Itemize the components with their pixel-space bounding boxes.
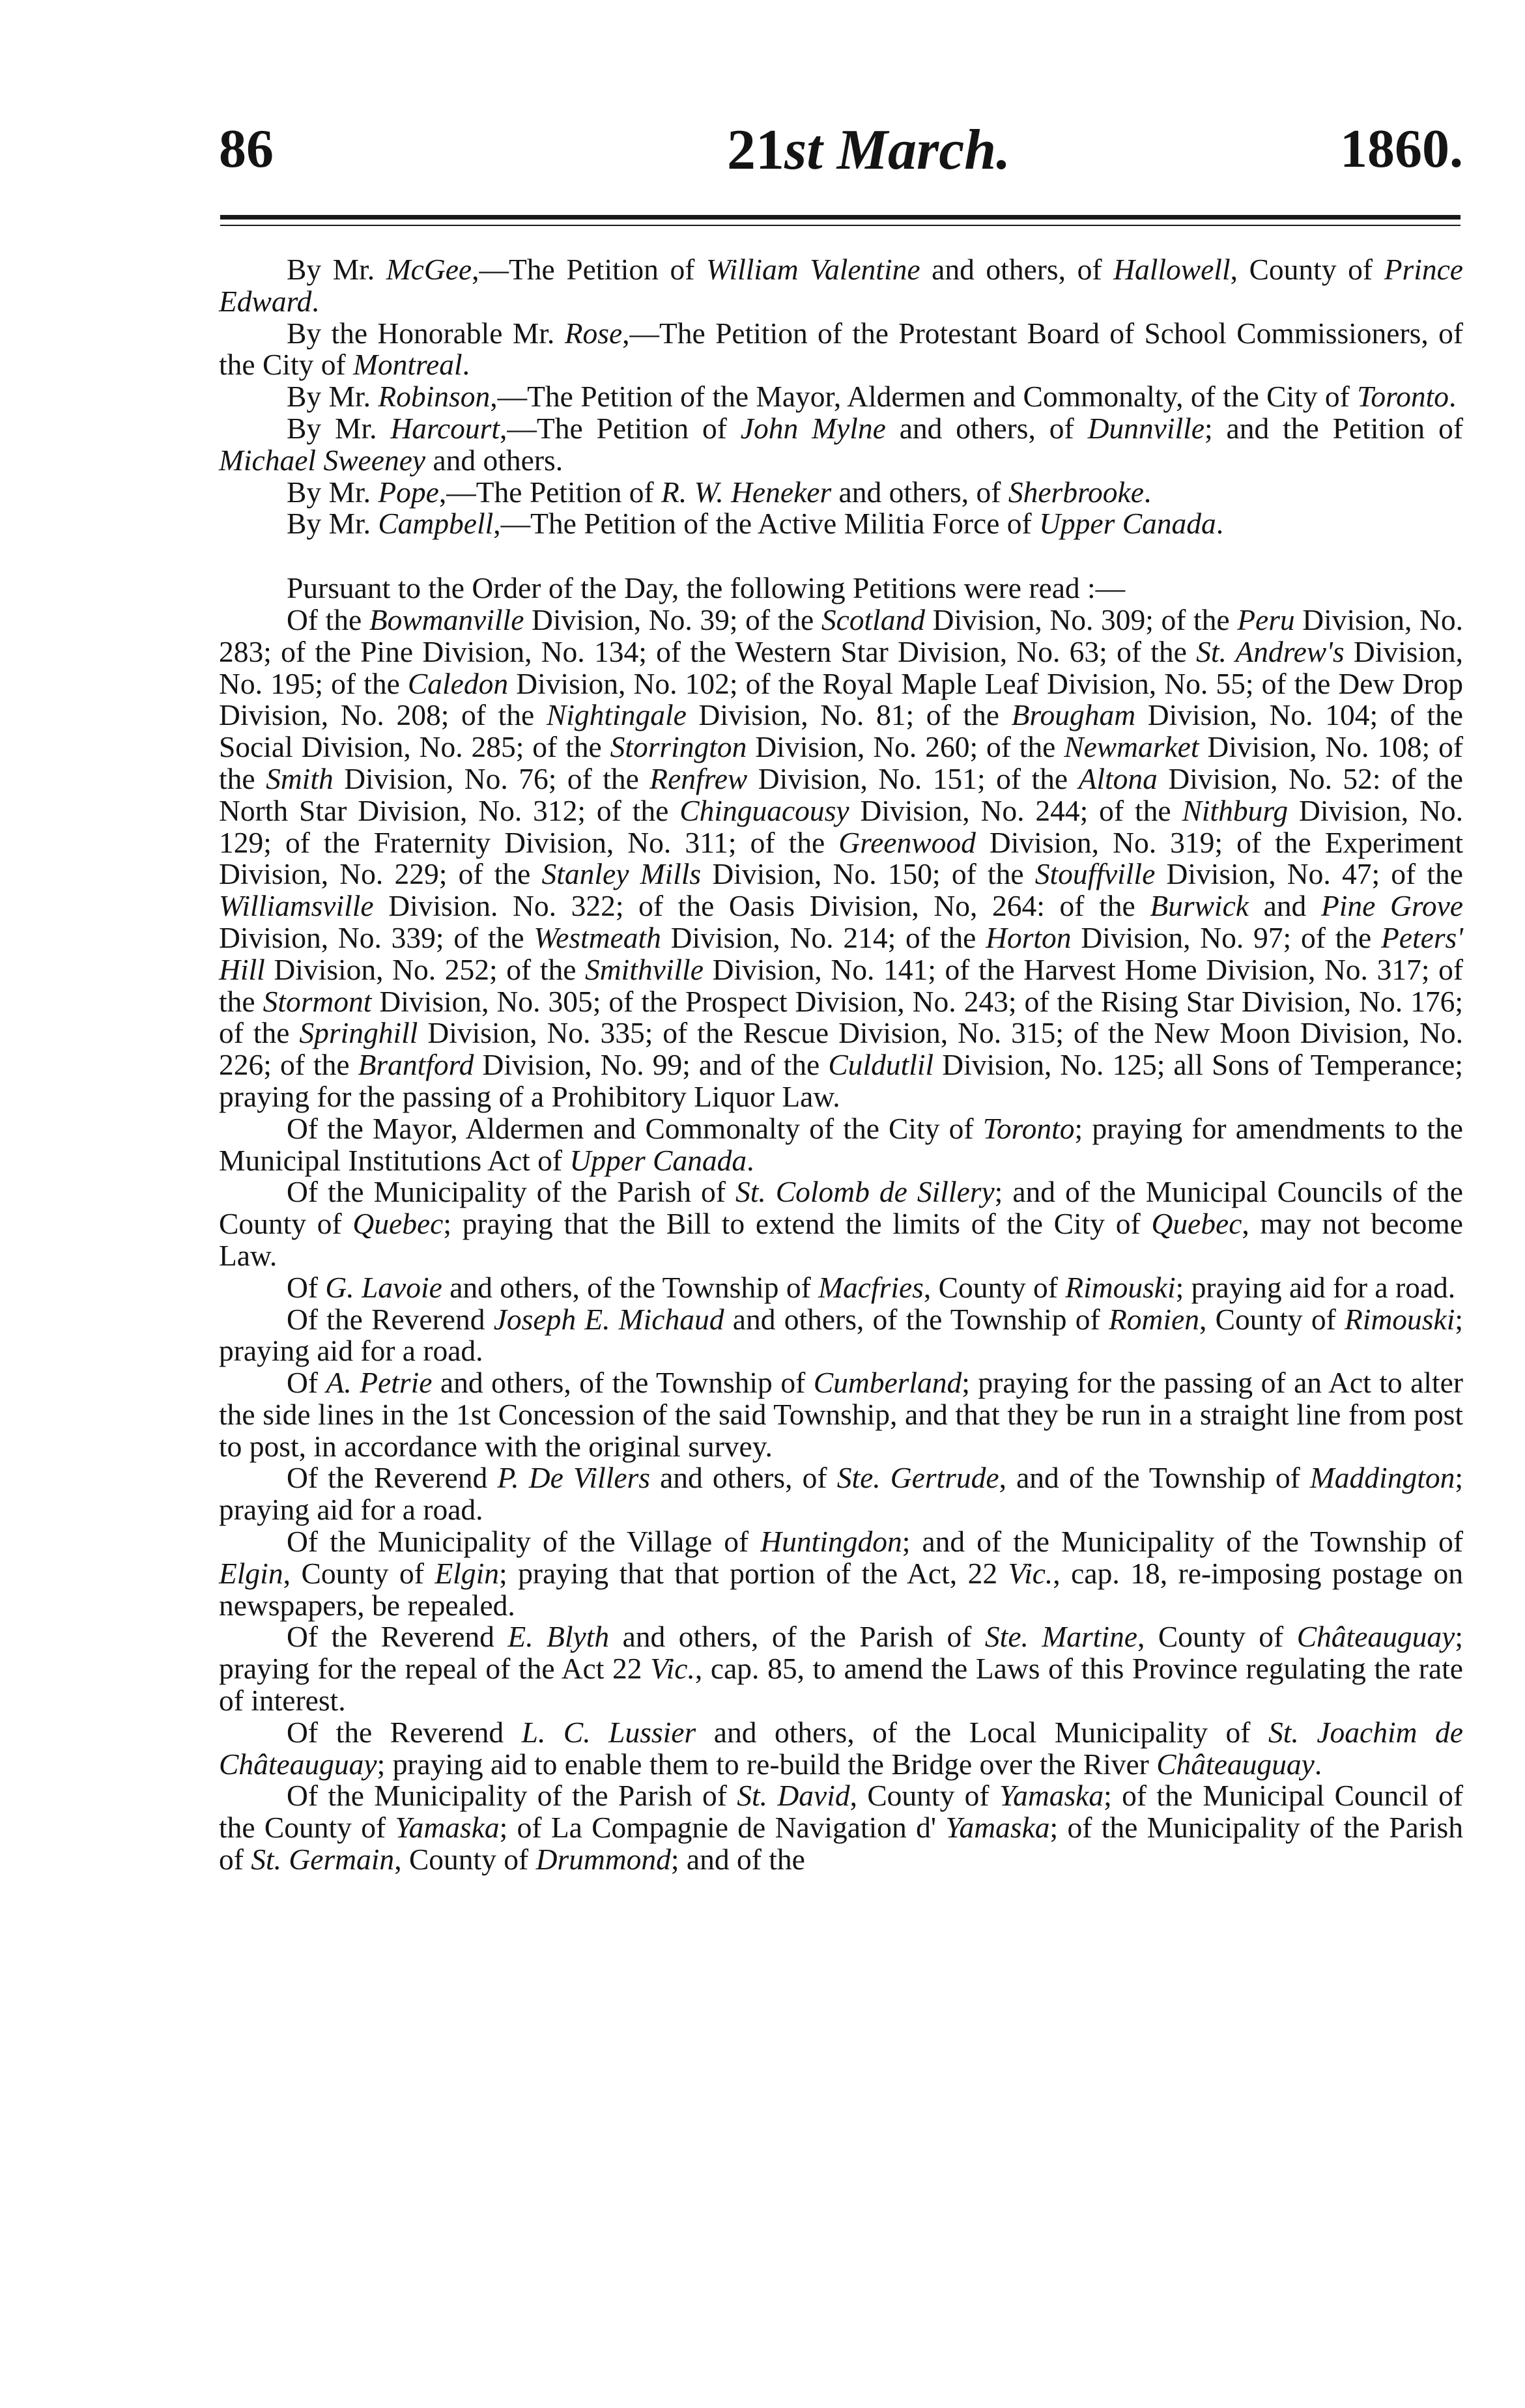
paragraph bbox=[219, 477, 1463, 509]
italic-run: John Mylne bbox=[740, 411, 886, 445]
text-run: ; praying aid for a road. bbox=[1175, 1270, 1456, 1304]
text-run: Of bbox=[287, 1366, 326, 1400]
text-run: Division, No. 335; of the Rescue Division, No. 315; of the New Moon Division, No. 226; of the bbox=[219, 1016, 1463, 1082]
italic-run: R. W. Heneker bbox=[661, 475, 832, 509]
text-run: ; of the Municipality of the Parish of bbox=[219, 1811, 1463, 1877]
text-run: ; and of the Municipality of the Township of bbox=[902, 1525, 1463, 1559]
header-rule-thin bbox=[220, 225, 1461, 226]
text-run: and others, of the Township of bbox=[442, 1270, 819, 1304]
text-run: ; praying that that portion of the Act, 22 bbox=[498, 1556, 1008, 1590]
text-run: Division, No. 150; of the bbox=[701, 857, 1035, 891]
italic-run: Ste. Martine bbox=[984, 1620, 1137, 1654]
italic-run: Springhill bbox=[299, 1016, 418, 1050]
italic-run: Renfrew bbox=[649, 761, 748, 795]
text-run: Of the Reverend bbox=[287, 1715, 522, 1749]
italic-run: Drummond bbox=[535, 1843, 671, 1877]
italic-run: Huntingdon bbox=[760, 1525, 902, 1559]
paragraph bbox=[219, 1113, 1463, 1177]
italic-run: Vic. bbox=[650, 1652, 695, 1686]
text-run: Of the Reverend bbox=[287, 1302, 494, 1336]
italic-run: A. Petrie bbox=[326, 1366, 433, 1400]
text-run: . bbox=[1143, 475, 1152, 509]
italic-run: William Valentine bbox=[706, 253, 920, 286]
text-run: Division, No. 214; of the bbox=[661, 920, 986, 954]
italic-run: Dunnville bbox=[1087, 411, 1205, 445]
text-run: , County of bbox=[849, 1779, 999, 1813]
text-run: Of the Municipality of the Parish of bbox=[287, 1175, 735, 1209]
italic-run: McGee bbox=[386, 253, 472, 286]
text-run: , County of bbox=[1137, 1620, 1297, 1654]
paragraph bbox=[219, 1526, 1463, 1621]
text-run: Division, No. 244; of the bbox=[849, 793, 1182, 827]
italic-run: Châteauguay bbox=[1296, 1620, 1455, 1654]
italic-run: Maddington bbox=[1309, 1461, 1455, 1495]
italic-run: Elgin bbox=[435, 1556, 499, 1590]
italic-run: St. Germain bbox=[251, 1843, 395, 1877]
italic-run: Smithville bbox=[585, 952, 704, 986]
text-run: Division, No. 108; of the bbox=[219, 730, 1463, 795]
text-run: ,—The Petition of the Mayor, Aldermen and Commonalty, of the City of bbox=[490, 380, 1358, 414]
italic-run: P. De Villers bbox=[497, 1461, 650, 1495]
text-run: . bbox=[1314, 1747, 1322, 1781]
italic-run: Upper Canada bbox=[1039, 507, 1216, 541]
italic-run: Campbell bbox=[378, 507, 494, 541]
italic-run: Peters' Hill bbox=[219, 920, 1463, 986]
text-run: , County of bbox=[283, 1556, 435, 1590]
text-run: Division, No. 283; of the Pine Division, No. 134; of the Western Star Division, No. 63; of the bbox=[219, 602, 1463, 668]
text-run: Division, No. 339; of the bbox=[219, 920, 534, 954]
header-rule-thick bbox=[220, 215, 1461, 220]
italic-run: Cumberland bbox=[813, 1366, 962, 1400]
paragraph bbox=[219, 413, 1463, 477]
text-run: Division, No. 76; of the bbox=[333, 761, 650, 795]
text-run: ,—The Petition of bbox=[438, 475, 662, 509]
text-run: Pursuant to the Order of the Day, the following Petitions were read :— bbox=[287, 571, 1126, 605]
italic-run: Culdutlil bbox=[828, 1048, 934, 1082]
text-run: , may not become Law. bbox=[219, 1207, 1463, 1272]
text-run: . bbox=[462, 348, 470, 382]
italic-run: Yamaska bbox=[999, 1779, 1104, 1813]
italic-run: Nightingale bbox=[546, 698, 687, 732]
italic-run: Chinguacousy bbox=[679, 793, 849, 827]
italic-run: Rimouski bbox=[1345, 1302, 1455, 1336]
text-run: , cap. 18, re-imposing postage on newspapers, be repealed. bbox=[219, 1556, 1463, 1622]
text-run: Division, No. 195; of the bbox=[219, 634, 1463, 700]
text-run: Of the Reverend bbox=[287, 1620, 508, 1654]
text-run: ; and the Petition of bbox=[1204, 411, 1463, 445]
date-ordinal: st bbox=[784, 119, 823, 182]
text-run: ,—The Petition of bbox=[472, 253, 707, 286]
italic-run: Rimouski bbox=[1065, 1270, 1176, 1304]
italic-run: E. Blyth bbox=[507, 1620, 610, 1654]
text-run: Division, No. 151; of the bbox=[747, 761, 1079, 795]
text-run: Division, No. 141; of the Harvest Home Division, No. 317; of the bbox=[219, 952, 1463, 1018]
italic-run: Robinson bbox=[378, 380, 491, 414]
text-run: ; and of the Municipal Councils of the County of bbox=[219, 1175, 1463, 1241]
italic-run: Michael Sweeney bbox=[219, 443, 426, 477]
text-run: and others, of the Township of bbox=[432, 1366, 814, 1400]
document-body bbox=[219, 254, 1463, 1876]
italic-run: Yamaska bbox=[395, 1811, 500, 1845]
text-run: ,—The Petition of bbox=[500, 411, 741, 445]
text-run: Division, No. 252; of the bbox=[264, 952, 586, 986]
paragraph bbox=[219, 1272, 1463, 1304]
text-run: By Mr. bbox=[287, 507, 378, 541]
paragraph bbox=[219, 604, 1463, 1113]
text-run: , County of bbox=[1230, 253, 1384, 286]
text-run: , cap. 85, to amend the Laws of this Province regulating the rate of interest. bbox=[219, 1652, 1463, 1718]
text-run: Division, No. 309; of the bbox=[925, 602, 1238, 636]
italic-run: St. Andrew's bbox=[1196, 634, 1345, 668]
italic-run: Joseph E. Michaud bbox=[493, 1302, 724, 1336]
paragraph bbox=[219, 318, 1463, 382]
italic-run: L. C. Lussier bbox=[521, 1715, 696, 1749]
italic-run: Stouffville bbox=[1034, 857, 1156, 891]
text-run: Of bbox=[287, 1270, 326, 1304]
paragraph bbox=[219, 1780, 1463, 1875]
italic-run: Bowmanville bbox=[369, 602, 524, 636]
italic-run: Toronto bbox=[1357, 380, 1449, 414]
italic-run: Harcourt bbox=[390, 411, 500, 445]
italic-run: Smith bbox=[266, 761, 334, 795]
italic-run: Burwick bbox=[1150, 889, 1249, 923]
italic-run: Yamaska bbox=[945, 1811, 1050, 1845]
text-run: and bbox=[1248, 889, 1321, 923]
italic-run: Pope bbox=[378, 475, 439, 509]
page-number: 86 bbox=[219, 119, 274, 179]
date-day: 21 bbox=[727, 119, 784, 182]
italic-run: Upper Canada bbox=[569, 1143, 747, 1177]
italic-run: Pine Grove bbox=[1320, 889, 1463, 923]
italic-run: Greenwood bbox=[838, 825, 976, 859]
italic-run: Macfries bbox=[818, 1270, 924, 1304]
text-run: ,—The Petition of the Protestant Board of School Commissioners, of the City of bbox=[219, 316, 1464, 382]
text-run: and others. bbox=[425, 443, 563, 477]
text-run: Division, No. 102; of the Royal Maple Leaf Division, No. 55; of the Dew Drop Division, No. 208; of the bbox=[219, 666, 1463, 732]
text-run: Of the Reverend bbox=[287, 1461, 498, 1495]
italic-run: Stanley Mills bbox=[541, 857, 702, 891]
text-run: and others, of bbox=[649, 1461, 837, 1495]
italic-run: Sherbrooke bbox=[1008, 475, 1144, 509]
italic-run: Horton bbox=[986, 920, 1072, 954]
italic-run: Vic. bbox=[1008, 1556, 1053, 1590]
italic-run: Storrington bbox=[610, 730, 747, 764]
text-run: , and of the Township of bbox=[999, 1461, 1310, 1495]
paragraph bbox=[219, 1621, 1463, 1716]
text-run: Division, No. 125; all Sons of Temperance; praying for the passing of a Prohibitory Liquor Law. bbox=[219, 1048, 1463, 1113]
paragraph bbox=[219, 1304, 1463, 1368]
text-run: Division, No. 97; of the bbox=[1071, 920, 1382, 954]
italic-run: Caledon bbox=[407, 666, 509, 700]
italic-run: Altona bbox=[1078, 761, 1158, 795]
italic-run: Quebec bbox=[352, 1207, 444, 1241]
italic-run: Nithburg bbox=[1182, 793, 1289, 827]
text-run: . bbox=[1216, 507, 1224, 541]
italic-run: Williamsville bbox=[219, 889, 374, 923]
italic-run: G. Lavoie bbox=[325, 1270, 442, 1304]
text-run: ; praying for the repeal of the Act 22 bbox=[219, 1620, 1463, 1686]
text-run: Of the Municipality of the Village of bbox=[287, 1525, 761, 1559]
paragraph bbox=[219, 1176, 1463, 1271]
paragraph bbox=[219, 573, 1463, 604]
text-run: By the Honorable Mr. bbox=[287, 316, 565, 350]
text-run: By Mr. bbox=[287, 253, 386, 286]
text-run: Division, No. 260; of the bbox=[747, 730, 1064, 764]
text-run: ; praying aid for a road. bbox=[219, 1302, 1464, 1368]
text-run: and others, of the Township of bbox=[724, 1302, 1109, 1336]
text-run: and others, of the Parish of bbox=[609, 1620, 985, 1654]
text-run: Division, No. 52: of the North Star Division, No. 312; of the bbox=[219, 761, 1463, 827]
text-run: , County of bbox=[923, 1270, 1066, 1304]
italic-run: Toronto bbox=[982, 1111, 1075, 1145]
text-run: ; and of the bbox=[670, 1843, 805, 1877]
italic-run: St. Joachim de Châteauguay bbox=[219, 1715, 1463, 1781]
date-month: March. bbox=[822, 119, 1011, 182]
text-run: . bbox=[311, 284, 319, 318]
text-run: Division, No. 99; and of the bbox=[474, 1048, 829, 1082]
italic-run: Prince Edward bbox=[219, 253, 1463, 318]
text-run: ; praying for amendments to the Municipal Institutions Act of bbox=[219, 1111, 1463, 1177]
text-run: and others, of bbox=[885, 411, 1088, 445]
text-run: and others, of bbox=[920, 253, 1114, 286]
italic-run: Quebec bbox=[1151, 1207, 1242, 1241]
text-run: and others, of the Local Municipality of bbox=[696, 1715, 1268, 1749]
text-run: Division, No. 39; of the bbox=[524, 602, 821, 636]
text-run: Of the bbox=[287, 602, 369, 636]
italic-run: Newmarket bbox=[1064, 730, 1199, 764]
text-run: Division, No. 47; of the bbox=[1155, 857, 1463, 891]
text-run: ; praying aid for a road. bbox=[219, 1461, 1463, 1527]
paragraph bbox=[219, 1462, 1463, 1526]
paragraph bbox=[219, 254, 1463, 318]
text-run: ; of La Compagnie de Navigation d' bbox=[499, 1811, 946, 1845]
text-run: Of the Municipality of the Parish of bbox=[287, 1779, 737, 1813]
text-run: Division, No. 104; of the Social Division, No. 285; of the bbox=[219, 698, 1463, 764]
italic-run: Rose bbox=[564, 316, 623, 350]
text-run: Division. No. 322; of the Oasis Division, No, 264: of the bbox=[373, 889, 1150, 923]
page-header bbox=[219, 117, 1463, 195]
text-run: . bbox=[747, 1143, 754, 1177]
italic-run: Elgin bbox=[219, 1556, 283, 1590]
italic-run: Montreal bbox=[353, 348, 463, 382]
paragraph bbox=[219, 381, 1463, 413]
paragraph bbox=[219, 508, 1463, 540]
italic-run: Peru bbox=[1237, 602, 1295, 636]
text-run: By Mr. bbox=[287, 475, 378, 509]
paragraph bbox=[219, 1367, 1463, 1462]
text-run: ; praying for the passing of an Act to alter the side lines in the 1st Concession of the said Township, and that they be run in a straight line from post to post, in accordance with the original survey. bbox=[219, 1366, 1464, 1463]
page-date bbox=[727, 117, 1010, 183]
text-run: Division, No. 81; of the bbox=[686, 698, 1012, 732]
italic-run: Romien bbox=[1108, 1302, 1199, 1336]
text-run: . bbox=[1448, 380, 1457, 414]
page-year: 1860. bbox=[1340, 119, 1463, 179]
text-run: Division, No. 305; of the Prospect Division, No. 243; of the Rising Star Division, No. 176; of the bbox=[219, 984, 1463, 1050]
text-run: , County of bbox=[394, 1843, 536, 1877]
paragraph bbox=[219, 1717, 1463, 1781]
italic-run: Stormont bbox=[263, 984, 372, 1018]
text-run: By Mr. bbox=[287, 411, 391, 445]
italic-run: Hallowell bbox=[1113, 253, 1231, 286]
italic-run: Brougham bbox=[1011, 698, 1136, 732]
text-run: , County of bbox=[1199, 1302, 1345, 1336]
text-run: ; praying aid to enable them to re-build the Bridge over the River bbox=[377, 1747, 1157, 1781]
italic-run: St. Colomb de Sillery bbox=[735, 1175, 995, 1209]
text-run: ; praying that the Bill to extend the limits of the City of bbox=[443, 1207, 1152, 1241]
italic-run: Scotland bbox=[821, 602, 926, 636]
italic-run: Brantford bbox=[358, 1048, 474, 1082]
text-run: Division, No. 319; of the Experiment Division, No. 229; of the bbox=[219, 825, 1463, 891]
text-run: Division, No. 129; of the Fraternity Division, No. 311; of the bbox=[219, 793, 1463, 859]
text-run: and others, of bbox=[831, 475, 1008, 509]
italic-run: Westmeath bbox=[534, 920, 661, 954]
text-run: ,—The Petition of the Active Militia Force of bbox=[493, 507, 1040, 541]
text-run: ; of the Municipal Council of the County of bbox=[219, 1779, 1463, 1845]
text-run: By Mr. bbox=[287, 380, 378, 414]
italic-run: Ste. Gertrude bbox=[836, 1461, 999, 1495]
text-run: Of the Mayor, Aldermen and Commonalty of the City of bbox=[287, 1111, 983, 1145]
italic-run: St. David bbox=[737, 1779, 850, 1813]
italic-run: Châteauguay bbox=[1156, 1747, 1315, 1781]
